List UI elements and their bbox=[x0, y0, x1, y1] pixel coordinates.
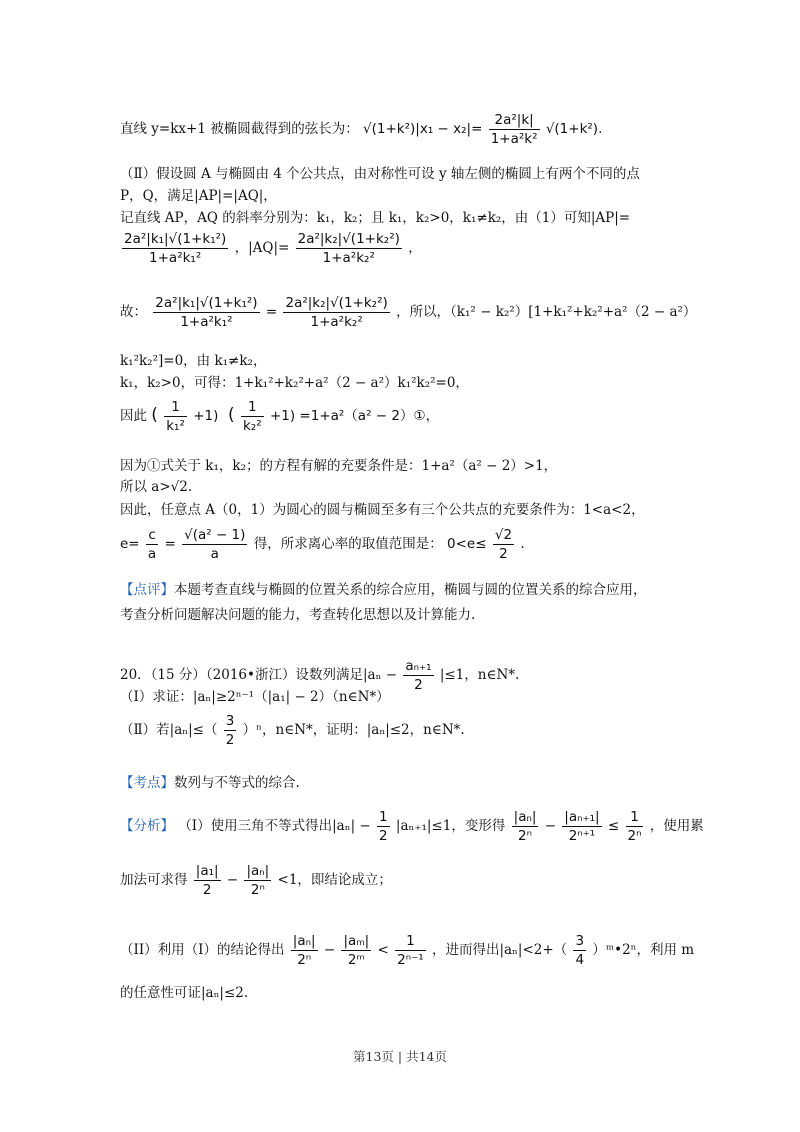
fraction-denominator: 1+a²k₂² bbox=[322, 250, 375, 266]
fraction-numerator: 3 bbox=[225, 713, 235, 729]
conclusion-line: 因此，任意点 A（0，1）为圆心的圆与椭圆至多有三个公共点的充要条件为：1<a<2， bbox=[120, 502, 645, 518]
one-over-2n-fraction bbox=[626, 808, 644, 845]
fraction-denominator: 2 bbox=[202, 882, 212, 898]
knowledge-point-line bbox=[120, 773, 300, 793]
equality-line bbox=[120, 294, 696, 331]
fraction-numerator: |aₙ₊₁| bbox=[564, 809, 600, 825]
open-paren: ( bbox=[151, 405, 158, 425]
fraction-numerator: |aₘ| bbox=[343, 933, 370, 949]
page-footer: 第13页 | 共14页 bbox=[353, 1049, 447, 1064]
root2-over-2-fraction bbox=[493, 526, 514, 563]
chord-length-fraction bbox=[489, 111, 540, 148]
fraction-denominator: 2ⁿ bbox=[250, 882, 265, 898]
eccentricity-range: 0<e≤ bbox=[447, 536, 487, 552]
three-halves-fraction bbox=[224, 712, 237, 749]
open-paren: ( bbox=[222, 405, 235, 425]
analysis-text: ，使用累 bbox=[649, 818, 704, 834]
one-over-2n-1-fraction bbox=[395, 932, 426, 969]
part-2-text: （Ⅱ）若|aₙ|≤（ bbox=[120, 722, 218, 738]
punctuation: ， bbox=[408, 240, 422, 256]
fraction-denominator: 1+a²k₁² bbox=[149, 250, 202, 266]
fraction-denominator: 2 bbox=[225, 732, 235, 748]
c-over-a-fraction bbox=[146, 526, 158, 563]
question-20-part-1: （Ⅰ）求证：|aₙ|≥2ⁿ⁻¹（|a₁| − 2）（n∈N*） bbox=[120, 689, 390, 705]
reciprocal-k2-fraction bbox=[241, 398, 264, 435]
eccentricity-line bbox=[120, 526, 525, 563]
fraction-numerator: √2 bbox=[494, 527, 513, 543]
plus-one: +1) bbox=[193, 408, 219, 424]
fraction-denominator: 1+a²k² bbox=[490, 131, 538, 147]
fraction-numerator: |a₁| bbox=[195, 863, 219, 879]
fraction-numerator: 1 bbox=[395, 932, 426, 951]
minus-sign: − bbox=[544, 818, 561, 834]
fraction-numerator: 2a²|k₂|√(1+k₂²) bbox=[297, 231, 400, 247]
fraction-numerator: 2a²|k₁|√(1+k₁²) bbox=[155, 295, 258, 311]
a-range-line: 所以 a>√2. bbox=[120, 479, 193, 495]
lt-sign: < bbox=[377, 942, 389, 958]
fraction-numerator: 3 bbox=[575, 933, 585, 949]
fraction-numerator: 2a²|k| bbox=[489, 111, 540, 130]
fraction-denominator: a bbox=[147, 546, 157, 562]
analysis-text: （II）利用（I）的结论得出 bbox=[120, 942, 285, 958]
ap-aq-line bbox=[120, 230, 422, 267]
chord-length-root: √(1+k²). bbox=[545, 121, 603, 137]
analysis-line-4: 的任意性可证|aₙ|≤2. bbox=[120, 985, 249, 1001]
question-20-part-2 bbox=[120, 712, 465, 749]
hence-label: 因此 bbox=[120, 408, 147, 424]
a1-over-2-fraction bbox=[194, 862, 221, 899]
fraction-numerator: 1 bbox=[379, 809, 388, 825]
equality-left-fraction bbox=[153, 294, 259, 331]
fraction-numerator: |aₙ| bbox=[513, 809, 537, 825]
k-product-line: k₁²k₂²]=0，由 k₁≠k₂， bbox=[120, 353, 267, 369]
le-sign: ≤ bbox=[607, 818, 620, 834]
fraction-denominator: 2ⁿ bbox=[627, 828, 642, 844]
fraction-denominator: 2ᵐ bbox=[347, 952, 365, 968]
fraction-numerator: 2a²|k₁|√(1+k₁²) bbox=[124, 231, 227, 247]
an1-over-2n1-fraction bbox=[562, 808, 601, 845]
fraction-denominator: 4 bbox=[575, 952, 585, 968]
fraction-numerator: 1 bbox=[241, 398, 264, 417]
fraction-denominator: k₂² bbox=[243, 418, 262, 434]
factored-expression: ，所以，（k₁² − k₂²）[1+k₁²+k₂²+a²（2 − a²） bbox=[396, 304, 697, 320]
question-20-text: 20．（15 分）（2016•浙江）设数列满足|aₙ − bbox=[120, 667, 402, 683]
analysis-text: ）ᵐ•2ⁿ，利用 m bbox=[592, 942, 695, 958]
equals-sign: = bbox=[265, 304, 278, 320]
e-label: e= bbox=[120, 536, 140, 552]
fraction-numerator: 1 bbox=[626, 808, 644, 827]
points-pq-line: P，Q，满足|AP|=|AQ|， bbox=[120, 188, 277, 204]
fraction-denominator: 1+a²k₁² bbox=[180, 314, 233, 330]
comment-line-2: 考查分析问题解决问题的能力，考查转化思想以及计算能力. bbox=[120, 607, 476, 623]
an-over-2n-fraction bbox=[244, 862, 271, 899]
aq-label: ，|AQ|= bbox=[234, 240, 290, 256]
three-quarters-fraction bbox=[573, 932, 586, 969]
fraction-numerator: 2a²|k₂|√(1+k₂²) bbox=[285, 295, 388, 311]
aq-fraction bbox=[296, 230, 402, 267]
fraction-numerator: √(a² − 1) bbox=[184, 527, 246, 543]
part-two-intro: （Ⅱ）假设圆 A 与椭圆由 4 个公共点，由对称性可设 y 轴左侧的椭圆上有两个不同的点 bbox=[120, 166, 640, 182]
am-over-2m-fraction bbox=[341, 932, 371, 969]
punctuation: . bbox=[520, 536, 525, 552]
reciprocal-k1-fraction bbox=[164, 398, 187, 435]
fraction-denominator: 2 bbox=[414, 677, 423, 693]
therefore-label: 故： bbox=[120, 304, 147, 320]
eccentricity-text: 得，所求离心率的取值范围是： bbox=[253, 536, 443, 552]
chord-length-text: 直线 y=kx+1 被椭圆截得到的弦长为： bbox=[120, 121, 359, 137]
knowledge-point-text: 数列与不等式的综合. bbox=[174, 775, 300, 791]
knowledge-point-tag: 【考点】 bbox=[120, 775, 174, 791]
minus-sign: − bbox=[226, 872, 243, 888]
comment-text: 本题考查直线与椭圆的位置关系的综合应用，椭圆与圆的位置关系的综合应用， bbox=[174, 582, 647, 598]
an-over-2n-fraction bbox=[512, 808, 539, 845]
an-over-2n-fraction bbox=[291, 932, 318, 969]
fraction-denominator: 2 bbox=[379, 828, 388, 844]
comment-line-1 bbox=[120, 580, 647, 600]
analysis-tag: 【分析】 bbox=[120, 818, 174, 834]
analysis-text: （I）使用三角不等式得出|aₙ| − bbox=[178, 818, 376, 834]
analysis-text: |aₙ₊₁|≤1，变形得 bbox=[395, 818, 506, 834]
fraction-denominator: 1+a²k₂² bbox=[310, 314, 363, 330]
fraction-numerator: aₙ₊₁ bbox=[405, 658, 432, 674]
fraction-numerator: 1 bbox=[164, 398, 187, 417]
one-half-fraction bbox=[377, 808, 390, 845]
fraction-denominator: 2 bbox=[499, 546, 508, 562]
fraction-denominator: 2ⁿ⁻¹ bbox=[397, 952, 424, 968]
equals-sign: = bbox=[164, 536, 176, 552]
part-2-claim: ）ⁿ，n∈N*，证明：|aₙ|≤2，n∈N*. bbox=[242, 722, 465, 738]
k-equation-line: k₁，k₂>0，可得：1+k₁²+k₂²+a²（2 − a²）k₁²k₂²=0， bbox=[120, 375, 469, 391]
minus-sign: − bbox=[323, 942, 340, 958]
fraction-denominator: 2ⁿ bbox=[518, 828, 532, 844]
fraction-numerator: |aₙ| bbox=[292, 933, 316, 949]
equality-right-fraction bbox=[283, 294, 389, 331]
chord-length-formula: √(1+k²)|x₁ − x₂|= bbox=[363, 121, 483, 137]
chord-length-line bbox=[120, 111, 602, 148]
fraction-denominator: k₁² bbox=[166, 418, 185, 434]
fraction-numerator: c bbox=[146, 526, 158, 545]
analysis-text: ，进而得出|aₙ|<2+（ bbox=[431, 942, 568, 958]
root-over-a-fraction bbox=[182, 526, 247, 563]
analysis-line-2 bbox=[120, 862, 392, 899]
analysis-line-3 bbox=[120, 932, 694, 969]
ap-fraction bbox=[122, 230, 228, 267]
an-plus-1-over-2-fraction bbox=[403, 657, 433, 694]
comment-tag: 【点评】 bbox=[120, 582, 174, 598]
analysis-text: <1，即结论成立； bbox=[277, 872, 392, 888]
analysis-text: 加法可求得 bbox=[120, 872, 188, 888]
fraction-denominator: a bbox=[210, 546, 219, 562]
equation-rhs: +1) =1+a²（a² − 2）①， bbox=[269, 408, 440, 424]
reciprocal-equation-line bbox=[120, 398, 439, 435]
fraction-numerator: |aₙ| bbox=[246, 863, 270, 879]
solvability-condition: 因为①式关于 k₁，k₂；的方程有解的充要条件是：1+a²（a² − 2）>1， bbox=[120, 458, 558, 474]
slopes-line: 记直线 AP，AQ 的斜率分别为：k₁，k₂；且 k₁，k₂>0，k₁≠k₂，由（1）可知|AP|= bbox=[120, 210, 631, 226]
analysis-line-1 bbox=[120, 808, 704, 845]
fraction-denominator: 2ⁿ⁺¹ bbox=[568, 828, 596, 844]
fraction-denominator: 2ⁿ bbox=[297, 952, 312, 968]
question-20-condition: |≤1，n∈N*. bbox=[439, 667, 520, 683]
